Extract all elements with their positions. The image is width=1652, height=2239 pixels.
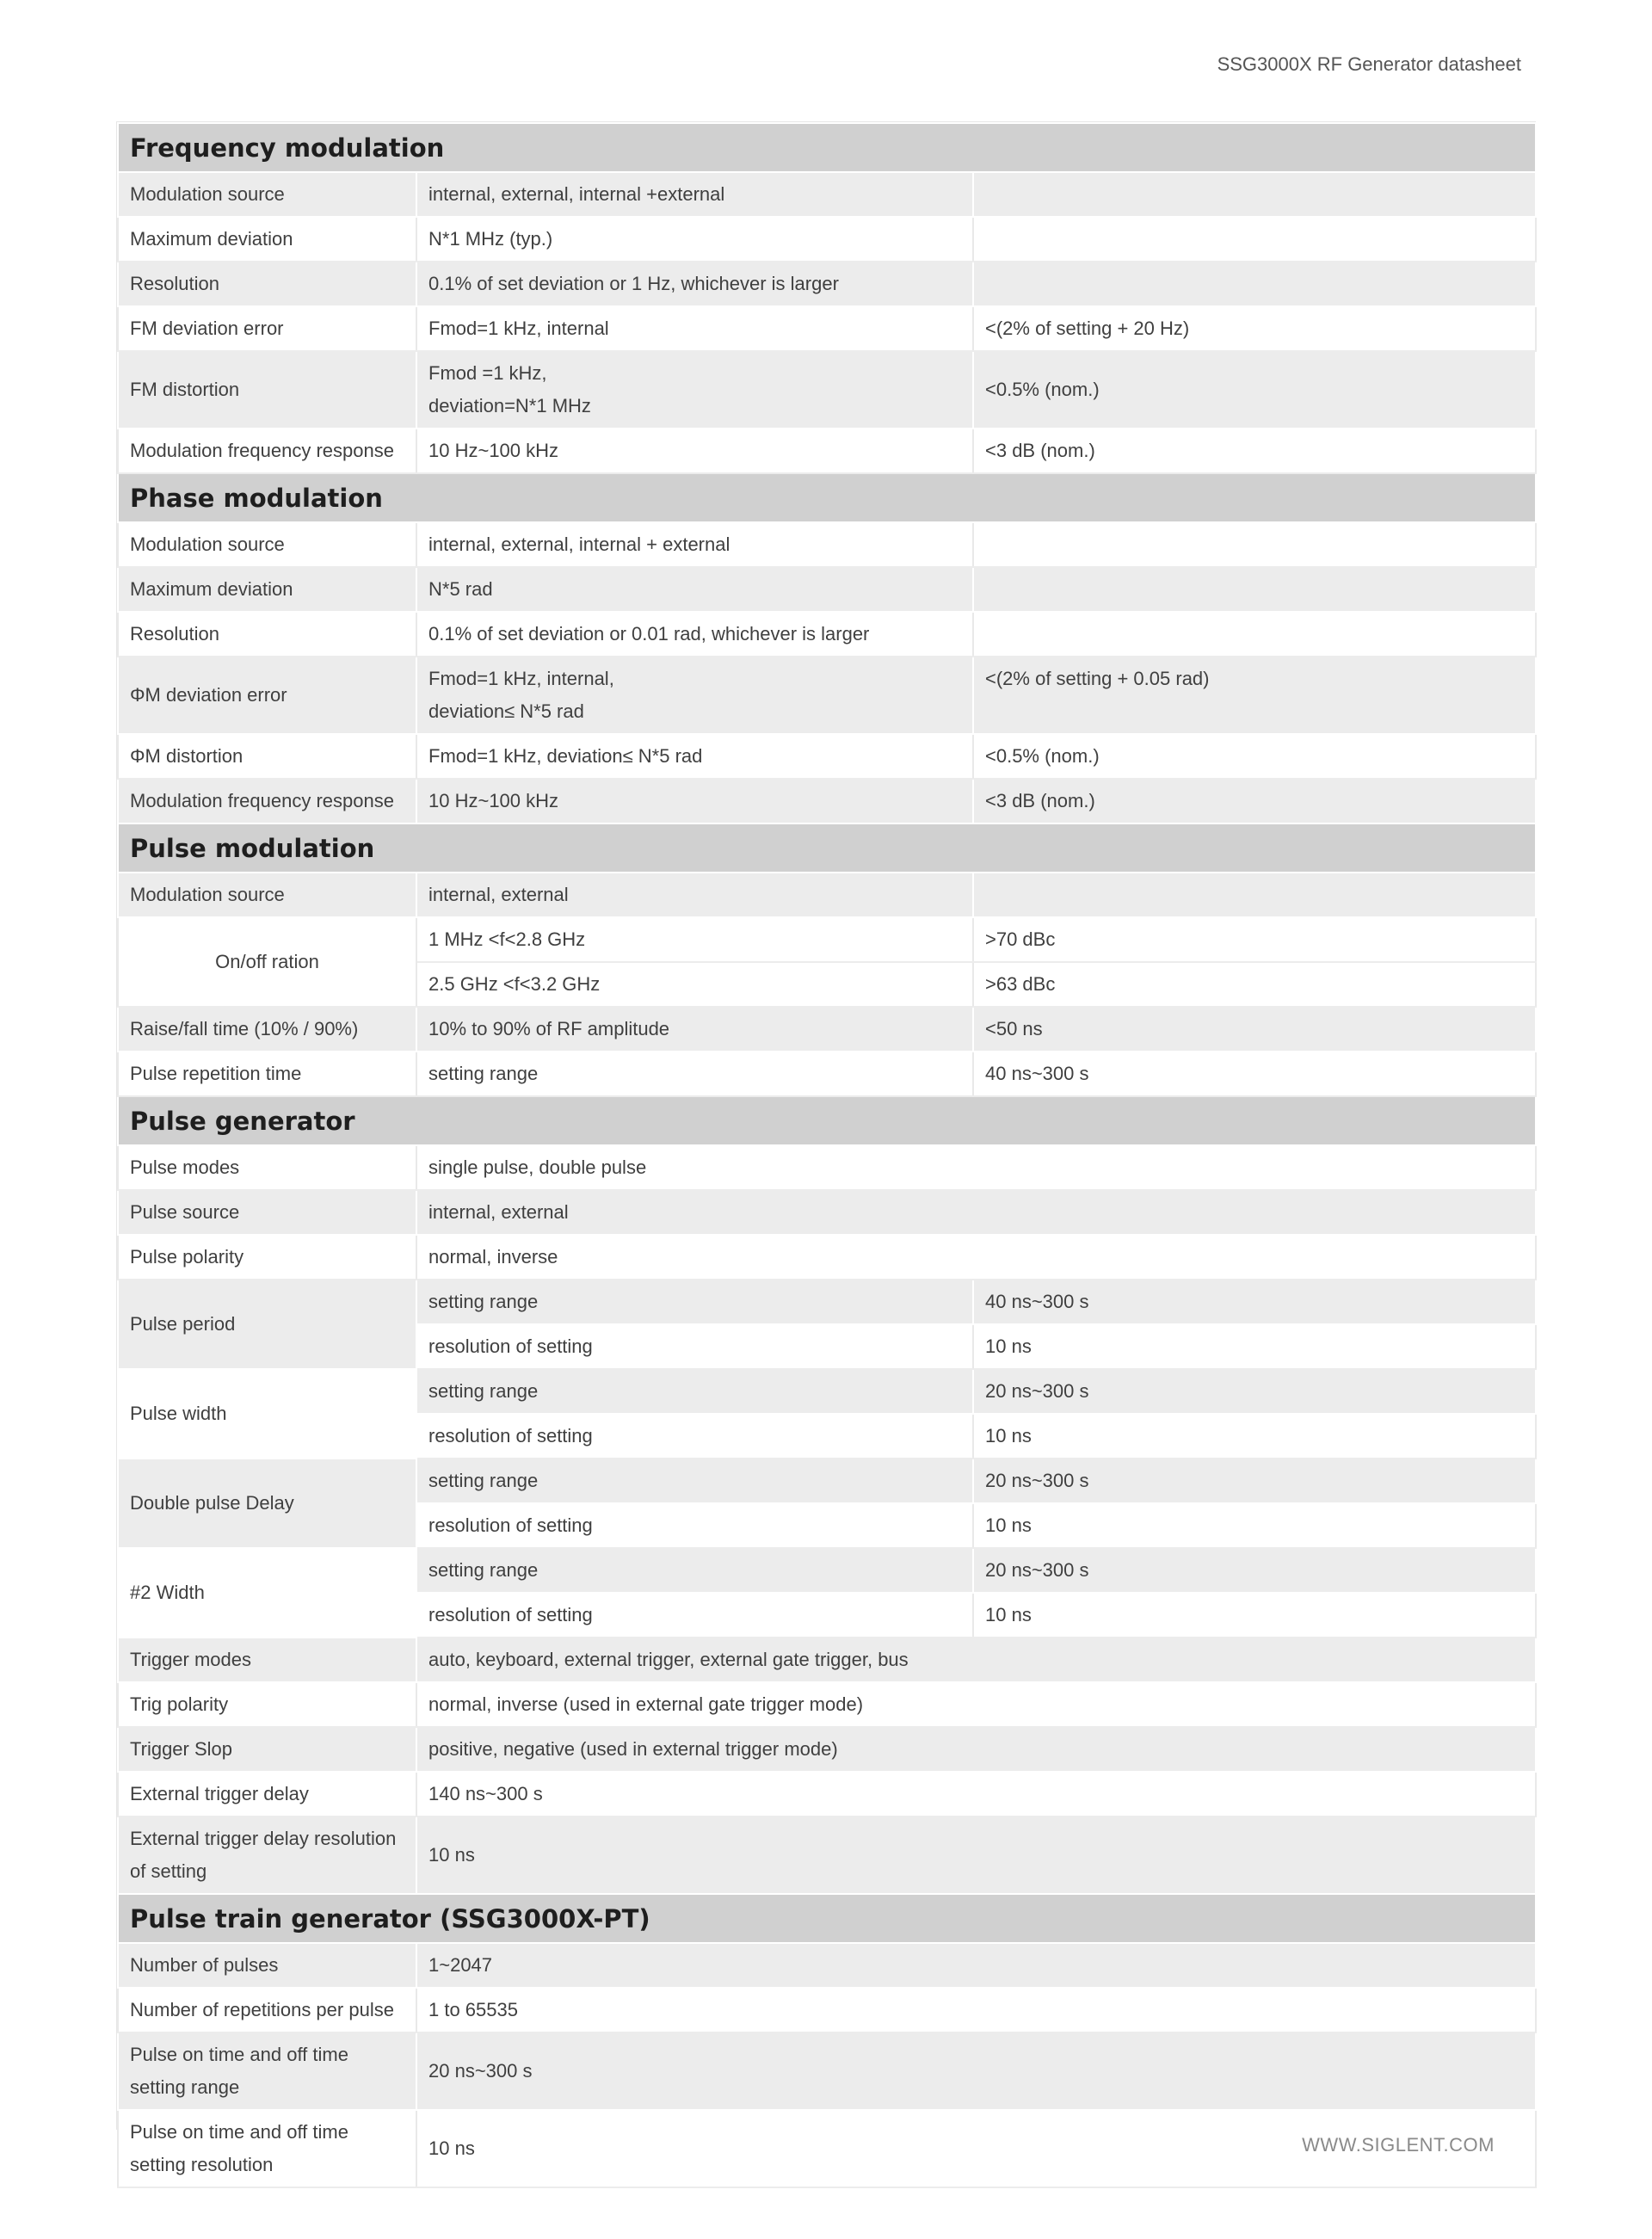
param-label: ΦM distortion <box>118 734 416 779</box>
param-value: resolution of setting <box>416 1593 973 1638</box>
param-value: single pulse, double pulse <box>416 1145 1536 1190</box>
param-spec <box>973 522 1536 567</box>
param-value: N*1 MHz (typ.) <box>416 217 973 262</box>
table-row <box>118 172 1536 217</box>
param-spec: 40 ns~300 s <box>973 1052 1536 1096</box>
param-value: 10% to 90% of RF amplitude <box>416 1007 973 1052</box>
param-spec: 10 ns <box>973 1593 1536 1638</box>
param-value: 10 Hz~100 kHz <box>416 429 973 473</box>
section-title: Pulse train generator (SSG3000X-PT) <box>118 1894 1536 1943</box>
param-spec <box>973 172 1536 217</box>
param-label: ΦM deviation error <box>118 657 416 734</box>
table-row <box>118 1190 1536 1235</box>
param-value: resolution of setting <box>416 1503 973 1548</box>
param-label: Pulse polarity <box>118 1235 416 1280</box>
param-value: normal, inverse (used in external gate trigger mode) <box>416 1682 1536 1727</box>
table-row <box>118 779 1536 823</box>
table-row <box>118 1052 1536 1096</box>
param-spec: <3 dB (nom.) <box>973 779 1536 823</box>
label-line: External trigger delay resolution <box>130 1828 397 1849</box>
section-header-pulse-train-generator <box>118 1894 1536 1943</box>
table-row <box>118 522 1536 567</box>
table-row <box>118 1772 1536 1816</box>
param-label: Trig polarity <box>118 1682 416 1727</box>
param-value: internal, external <box>416 873 973 917</box>
value-line: deviation=N*1 MHz <box>428 395 591 416</box>
param-value: internal, external <box>416 1190 1536 1235</box>
param-value: internal, external, internal + external <box>416 522 973 567</box>
param-label: On/off ration <box>118 917 416 1007</box>
param-label: Maximum deviation <box>118 217 416 262</box>
param-label: Modulation source <box>118 873 416 917</box>
table-row <box>118 657 1536 734</box>
table-row <box>118 1943 1536 1988</box>
param-value: resolution of setting <box>416 1414 973 1459</box>
table-row <box>118 873 1536 917</box>
param-label: Double pulse Delay <box>118 1459 416 1548</box>
section-title: Phase modulation <box>118 473 1536 522</box>
param-spec: <0.5% (nom.) <box>973 351 1536 429</box>
section-header-pulse-generator <box>118 1096 1536 1145</box>
table-row <box>118 1638 1536 1682</box>
param-label: Pulse width <box>118 1369 416 1459</box>
param-spec: 10 ns <box>973 1414 1536 1459</box>
param-value: 10 ns <box>416 2110 1536 2187</box>
param-label: Trigger modes <box>118 1638 416 1682</box>
param-value: positive, negative (used in external trigger mode) <box>416 1727 1536 1772</box>
param-label: Modulation source <box>118 522 416 567</box>
table-row <box>118 1145 1536 1190</box>
param-value <box>416 657 973 734</box>
label-line: Pulse on time and off time <box>130 2044 348 2065</box>
table-row <box>118 1548 1536 1593</box>
param-value: 140 ns~300 s <box>416 1772 1536 1816</box>
param-label: FM deviation error <box>118 306 416 351</box>
param-value: 20 ns~300 s <box>416 2032 1536 2110</box>
param-label: Pulse repetition time <box>118 1052 416 1096</box>
table-row <box>118 1988 1536 2032</box>
param-value: 1 to 65535 <box>416 1988 1536 2032</box>
section-title: Frequency modulation <box>118 123 1536 172</box>
label-line: setting resolution <box>130 2154 274 2175</box>
param-label: #2 Width <box>118 1548 416 1638</box>
param-spec: 10 ns <box>973 1324 1536 1369</box>
table-row <box>118 1459 1536 1503</box>
table-row <box>118 306 1536 351</box>
param-label: Trigger Slop <box>118 1727 416 1772</box>
table-row <box>118 351 1536 429</box>
param-label: Number of pulses <box>118 1943 416 1988</box>
table-row <box>118 429 1536 473</box>
param-label: Raise/fall time (10% / 90%) <box>118 1007 416 1052</box>
param-label: Modulation frequency response <box>118 779 416 823</box>
param-value: setting range <box>416 1280 973 1324</box>
specifications-table <box>117 122 1537 2188</box>
table-row <box>118 262 1536 306</box>
param-value: normal, inverse <box>416 1235 1536 1280</box>
param-spec <box>973 217 1536 262</box>
table-row <box>118 217 1536 262</box>
table-row <box>118 1280 1536 1324</box>
param-label: External trigger delay <box>118 1772 416 1816</box>
section-header-pulse-modulation <box>118 823 1536 873</box>
value-line: Fmod=1 kHz, internal, <box>428 668 614 689</box>
param-value: 10 Hz~100 kHz <box>416 779 973 823</box>
param-value: auto, keyboard, external trigger, external gate trigger, bus <box>416 1638 1536 1682</box>
param-spec <box>973 612 1536 657</box>
param-spec <box>973 262 1536 306</box>
param-value: 2.5 GHz <f<3.2 GHz <box>416 962 973 1007</box>
section-title: Pulse generator <box>118 1096 1536 1145</box>
table-row <box>118 1727 1536 1772</box>
table-row <box>118 917 1536 962</box>
param-spec <box>973 873 1536 917</box>
table-row <box>118 612 1536 657</box>
table-row <box>118 567 1536 612</box>
param-value: setting range <box>416 1052 973 1096</box>
param-value: N*5 rad <box>416 567 973 612</box>
section-title: Pulse modulation <box>118 823 1536 873</box>
param-value: setting range <box>416 1369 973 1414</box>
table-row <box>118 1369 1536 1414</box>
param-label <box>118 2032 416 2110</box>
param-value: 0.1% of set deviation or 0.01 rad, whichever is larger <box>416 612 973 657</box>
table-row <box>118 734 1536 779</box>
table-row <box>118 1816 1536 1894</box>
param-spec: <(2% of setting + 20 Hz) <box>973 306 1536 351</box>
label-line: of setting <box>130 1860 207 1882</box>
label-line: setting range <box>130 2076 240 2098</box>
param-spec: <0.5% (nom.) <box>973 734 1536 779</box>
table-row <box>118 1007 1536 1052</box>
param-value: Fmod=1 kHz, deviation≤ N*5 rad <box>416 734 973 779</box>
param-spec: 20 ns~300 s <box>973 1548 1536 1593</box>
param-value: setting range <box>416 1459 973 1503</box>
section-header-frequency-modulation <box>118 123 1536 172</box>
param-label: Maximum deviation <box>118 567 416 612</box>
param-label: FM distortion <box>118 351 416 429</box>
table-row <box>118 2032 1536 2110</box>
param-value: 1 MHz <f<2.8 GHz <box>416 917 973 962</box>
param-label: Modulation source <box>118 172 416 217</box>
table-row <box>118 1235 1536 1280</box>
section-header-phase-modulation <box>118 473 1536 522</box>
param-value: internal, external, internal +external <box>416 172 973 217</box>
param-label: Pulse modes <box>118 1145 416 1190</box>
param-label: Pulse source <box>118 1190 416 1235</box>
param-spec <box>973 567 1536 612</box>
param-value: setting range <box>416 1548 973 1593</box>
param-spec: 20 ns~300 s <box>973 1369 1536 1414</box>
value-line: Fmod =1 kHz, <box>428 362 547 384</box>
param-label <box>118 2110 416 2187</box>
param-spec: 20 ns~300 s <box>973 1459 1536 1503</box>
param-label <box>118 1816 416 1894</box>
param-value: 0.1% of set deviation or 1 Hz, whichever is larger <box>416 262 973 306</box>
param-label: Pulse period <box>118 1280 416 1369</box>
param-value <box>416 351 973 429</box>
param-value: resolution of setting <box>416 1324 973 1369</box>
value-line: deviation≤ N*5 rad <box>428 700 584 722</box>
param-value: 10 ns <box>416 1816 1536 1894</box>
table-row <box>118 1682 1536 1727</box>
param-value: 1~2047 <box>416 1943 1536 1988</box>
param-spec: <50 ns <box>973 1007 1536 1052</box>
param-spec: <(2% of setting + 0.05 rad) <box>973 657 1536 734</box>
param-label: Resolution <box>118 612 416 657</box>
label-line: Pulse on time and off time <box>130 2121 348 2143</box>
param-spec: 10 ns <box>973 1503 1536 1548</box>
param-value: Fmod=1 kHz, internal <box>416 306 973 351</box>
footer-website-link[interactable]: WWW.SIGLENT.COM <box>1302 2134 1495 2156</box>
param-spec: >70 dBc <box>973 917 1536 962</box>
param-spec: 40 ns~300 s <box>973 1280 1536 1324</box>
param-spec: <3 dB (nom.) <box>973 429 1536 473</box>
param-label: Number of repetitions per pulse <box>118 1988 416 2032</box>
param-label: Modulation frequency response <box>118 429 416 473</box>
param-spec: >63 dBc <box>973 962 1536 1007</box>
page-header-title: SSG3000X RF Generator datasheet <box>1217 53 1521 75</box>
param-label: Resolution <box>118 262 416 306</box>
